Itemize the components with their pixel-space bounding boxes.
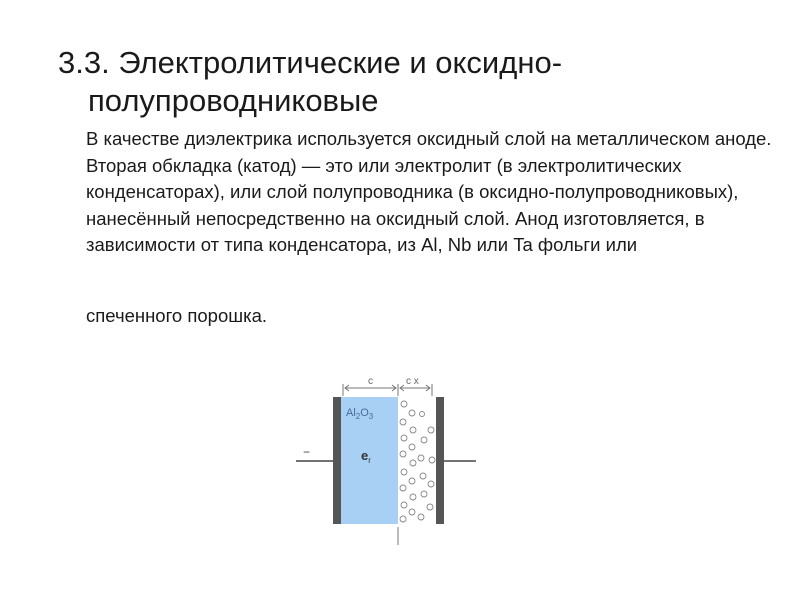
body-paragraph: В качестве диэлектрика используется оксидный слой на металлическом аноде. Вторая обкладка (катод) — это или электролит (в электролитических конденсаторах), или слой полупроводника (в оксидно-полупроводниковых), нанесённый непосредственно на оксидный слой. Анод изготовляется, в зависимости от типа конденсатора, из Al, Nb или Ta фольги или [86, 128, 772, 255]
oxide-label: $Al_2O_3$ [346, 407, 374, 421]
dim-label-c: c [368, 376, 373, 387]
title-line-1: 3.3. Электролитические и оксидно- [58, 45, 563, 80]
minus-sign: − [303, 445, 311, 459]
dim-label-cx: c x [406, 376, 419, 387]
charge-label: $e_r$ [361, 448, 371, 465]
body-paragraph-end: спеченного порошка. [86, 305, 268, 326]
electrolyte-particles [400, 401, 435, 522]
anode-plate [333, 397, 341, 524]
cathode-plate [436, 397, 444, 524]
title-line-2: полупроводниковые [88, 83, 379, 118]
